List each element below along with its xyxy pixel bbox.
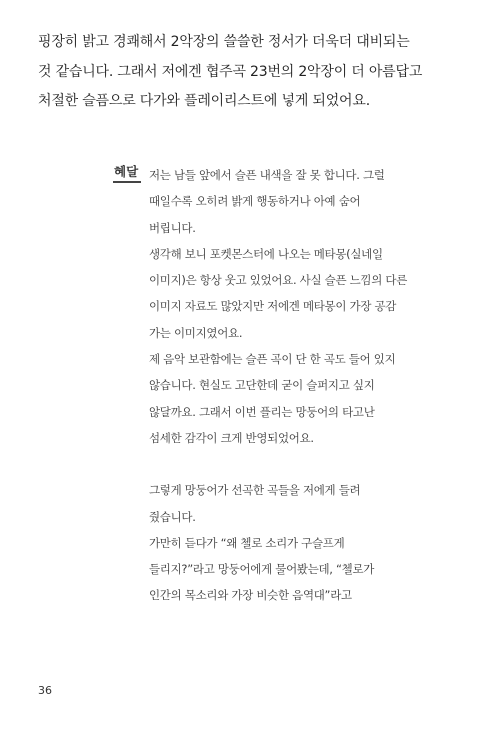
dialogue-body <box>149 162 479 609</box>
body-line: 버립니다. <box>149 220 196 235</box>
intro-line: 것 같습니다. 그래서 저에겐 협주곡 23번의 2악장이 더 아름답고 <box>38 63 423 80</box>
body-line: 때일수록 오히려 밝게 행동하거나 아예 숨어 <box>149 194 361 209</box>
body-line: 가는 이미지였어요. <box>149 325 243 340</box>
body-line: 들리지?”라고 망둥어에게 물어봤는데, “첼로가 <box>149 562 375 577</box>
body-line: 가만히 듣다가 “왜 첼로 소리가 구슬프게 <box>149 535 345 550</box>
intro-paragraph <box>38 28 478 117</box>
body-line: 이미지 자료도 많았지만 저에겐 메타몽이 가장 공감 <box>149 299 397 314</box>
speaker-label-underline <box>113 181 141 183</box>
speaker-label: 혜달 <box>114 164 139 179</box>
body-line: 줬습니다. <box>149 509 196 524</box>
body-line: 이미지)은 항상 웃고 있었어요. 사실 슬픈 느낌의 다른 <box>149 273 408 288</box>
body-line: 생각해 보니 포켓몬스터에 나오는 메타몽(실네일 <box>149 246 383 261</box>
paragraph-gap <box>149 451 479 477</box>
body-line: 인간의 목소리와 가장 비슷한 음역대”라고 <box>149 588 352 603</box>
body-line: 섬세한 감각이 크게 반영되었어요. <box>149 430 314 445</box>
body-line: 제 음악 보관함에는 슬픈 곡이 단 한 곡도 들어 있지 <box>149 352 396 367</box>
body-line: 않습니다. 현실도 고단한데 굳이 슬퍼지고 싶지 <box>149 378 375 393</box>
intro-line: 핑장히 밝고 경쾌해서 2악장의 쓸쓸한 정서가 더욱더 대비되는 <box>38 34 410 50</box>
body-line: 그렇게 망둥어가 선곡한 곡들을 저에게 들려 <box>149 483 361 498</box>
body-line: 저는 남들 앞에서 슬픈 내색을 잘 못 합니다. 그럴 <box>149 168 385 182</box>
page-number: 36 <box>38 684 52 697</box>
intro-line: 처절한 슬픔으로 다가와 플레이리스트에 넣게 되었어요. <box>38 93 370 109</box>
body-line: 않달까요. 그래서 이번 플리는 망둥어의 타고난 <box>149 404 375 419</box>
